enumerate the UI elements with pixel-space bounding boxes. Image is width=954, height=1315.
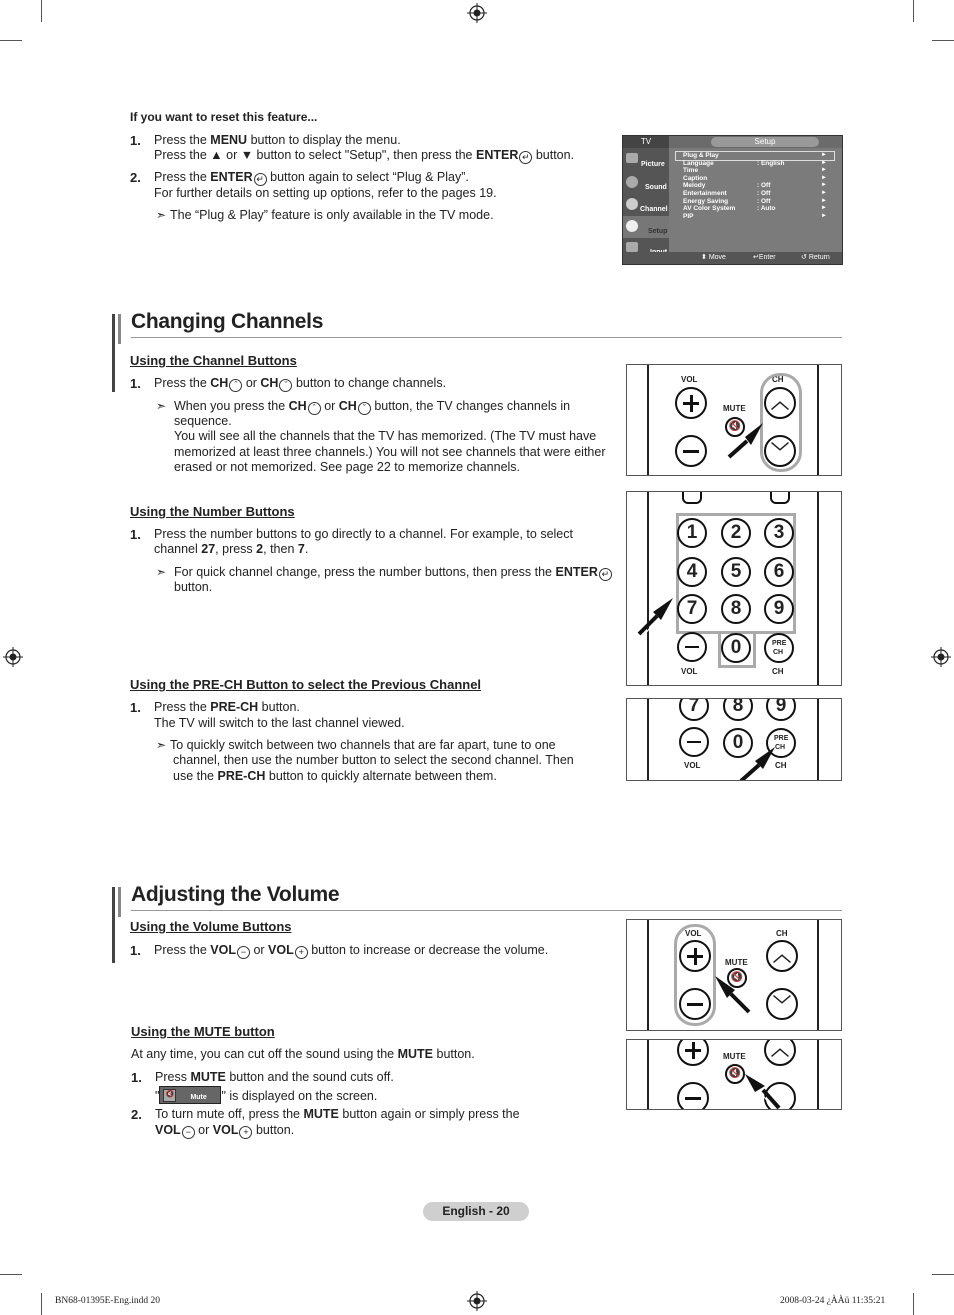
footer-move: ⬍ Move — [701, 254, 726, 261]
enter-icon: ↵ — [599, 568, 612, 581]
note-arrow-icon: ➣ — [156, 738, 167, 752]
title-bar — [118, 314, 121, 344]
menu-arrow-icon: ► — [821, 205, 827, 212]
tv-label: TV — [623, 136, 669, 148]
title-bar — [112, 314, 115, 392]
setup-menu-screenshot — [622, 135, 843, 265]
remote-mute-button-image — [626, 1039, 842, 1110]
title-rule — [131, 337, 842, 338]
vol-down-button — [677, 1082, 709, 1110]
menu-arrow-icon: ► — [821, 189, 827, 196]
mute-osd-image: 🔇 Mute — [159, 1086, 221, 1104]
vol-label: VOL — [685, 929, 702, 938]
digit-button: 8 — [723, 698, 753, 721]
remote-pre-ch-image — [626, 698, 842, 781]
mute-button: 🔇 — [725, 417, 745, 437]
vol-down-button — [679, 988, 711, 1020]
section-title: Changing Channels — [131, 310, 324, 333]
digit-button: 0 — [723, 728, 753, 758]
pointer-arrow-icon — [633, 598, 673, 636]
step-number: 1. — [130, 700, 141, 715]
ch-note-line1: When you press the CH ˆ or CH ˇ button, the TV changes channels in — [174, 399, 571, 413]
side-item: Sound — [645, 184, 667, 191]
menu-row-name: AV Color System — [683, 205, 736, 213]
sound-icon — [626, 176, 638, 188]
pointer-arrow-icon — [713, 976, 753, 1014]
mute-step1: Press MUTE button and the sound cuts off. — [155, 1070, 394, 1084]
digit-button: 0 — [721, 633, 751, 663]
footer-enter: ↵Enter — [753, 254, 776, 261]
num-step1-line1: Press the number buttons to go directly to a channel. For example, to select — [154, 527, 573, 541]
enter-icon: ↵ — [254, 173, 267, 186]
menu-arrow-icon: ► — [821, 167, 827, 174]
menu-row-name: Melody — [683, 182, 706, 190]
pre-ch-button: PRE CH — [766, 728, 796, 758]
menu-row — [683, 198, 833, 206]
picture-icon — [626, 153, 638, 163]
ch-label: CH — [776, 929, 788, 938]
pointer-arrow-icon — [745, 1074, 785, 1110]
side-item: Channel — [640, 206, 668, 213]
mute-label: MUTE — [723, 404, 746, 413]
subheading: Using the PRE-CH Button to select the Previous Channel — [130, 677, 482, 692]
ch-note-line3: You will see all the channels that the TV has memorized. (The TV must have — [174, 429, 597, 443]
reset-note: The “Plug & Play” feature is only available in the TV mode. — [170, 208, 494, 222]
ch-note-line5: erased or not memorized. See page 22 to memorize channels. — [174, 460, 521, 474]
prech-step1: Press the PRE-CH button. — [154, 700, 300, 714]
menu-row-value: : Off — [757, 189, 771, 197]
mute-step2: To turn mute off, press the MUTE button again or simply press the — [155, 1107, 520, 1121]
side-item: Setup — [648, 228, 668, 235]
page-number-badge: English - 20 — [423, 1202, 529, 1221]
menu-row — [683, 205, 833, 213]
mute-button: 🔇 — [725, 1064, 745, 1084]
setup-label: Setup — [711, 137, 819, 147]
setup-gear-icon — [626, 220, 638, 232]
registration-mark-icon — [931, 647, 951, 667]
step-number: 2. — [130, 170, 141, 185]
step-number: 1. — [130, 376, 141, 391]
prech-note-line3: use the PRE-CH button to quickly alternate between them. — [173, 769, 497, 783]
digit-button: 7 — [677, 594, 707, 624]
digit-button: 8 — [721, 594, 751, 624]
ch-down-button: ﹀ — [764, 435, 796, 467]
input-icon — [626, 242, 638, 252]
vol-label: VOL — [681, 667, 698, 676]
prech-step1-line2: The TV will switch to the last channel viewed. — [154, 716, 405, 730]
menu-row-name: Plug & Play — [683, 152, 719, 159]
step-number: 1. — [130, 133, 141, 148]
menu-row-name: Time — [683, 167, 699, 175]
registration-mark-icon — [467, 1291, 487, 1311]
prech-note-line2: channel, then use the number button to select the second channel. Then — [173, 753, 574, 767]
chevron-up-icon: ˆ — [229, 379, 242, 392]
mute-label: MUTE — [725, 958, 748, 967]
menu-arrow-icon: ► — [821, 182, 827, 189]
pointer-arrow-icon — [725, 423, 765, 459]
step-number: 2. — [131, 1107, 142, 1122]
digit-button: 4 — [677, 557, 707, 587]
remote-number-pad-image — [626, 491, 842, 686]
registration-mark-icon — [467, 3, 487, 23]
subheading: Using the MUTE button — [131, 1024, 275, 1039]
menu-row-value: : Auto — [757, 205, 776, 213]
title-bar — [118, 887, 121, 917]
ch-down-button: ﹀ — [766, 988, 798, 1020]
menu-arrow-icon: ► — [821, 152, 827, 158]
pre-ch-button: PRE CH — [764, 633, 794, 663]
reset-step2-line2: For further details on setting up options, refer to the pages 19. — [154, 186, 497, 200]
mute-button: 🔇 — [727, 968, 747, 988]
step-number: 1. — [130, 527, 141, 542]
menu-row-name: Language — [683, 159, 714, 167]
digit-button: 6 — [764, 557, 794, 587]
menu-row — [683, 213, 833, 221]
ch-note-line4: memorized at least three channels.) You will not see channels that were either — [174, 445, 606, 459]
menu-row — [683, 175, 833, 183]
menu-row-name: Energy Saving — [683, 197, 729, 205]
digit-button: 3 — [764, 518, 794, 548]
prech-note-line1: To quickly switch between two channels that are far apart, tune to one — [170, 738, 556, 752]
chevron-down-icon: ˇ — [279, 379, 292, 392]
menu-row — [683, 182, 833, 190]
digit-button: 1 — [677, 518, 707, 548]
menu-row — [683, 160, 833, 168]
digit-button: 7 — [679, 698, 709, 721]
side-item: Picture — [641, 161, 665, 168]
pointer-arrow-icon — [737, 747, 777, 781]
menu-row-name: Caption — [683, 174, 708, 182]
vol-up-button — [677, 1039, 709, 1066]
num-step1-line2: channel 27, press 2, then 7. — [154, 542, 309, 556]
remote-volume-buttons-image — [626, 919, 842, 1031]
chevron-up-icon: ˆ — [308, 402, 321, 415]
ch-up-button: ︿ — [764, 1039, 796, 1066]
vol-label: VOL — [681, 375, 698, 384]
ch-label: CH — [772, 375, 784, 384]
footer-return: ↺ Return — [801, 254, 830, 261]
step-number: 1. — [130, 943, 141, 958]
reset-step1-line2: Press the ▲ or ▼ button to select "Setup", then press the ENTER ↵ button. — [154, 148, 575, 162]
menu-arrow-icon: ► — [821, 159, 827, 166]
minus-icon: − — [237, 946, 250, 959]
step-number: 1. — [131, 1070, 142, 1085]
digit-button: 5 — [721, 557, 751, 587]
ch-label: CH — [772, 667, 784, 676]
registration-mark-icon — [3, 647, 23, 667]
remote-channel-buttons-image — [626, 364, 842, 476]
menu-row-value: : Off — [757, 182, 771, 190]
note-arrow-icon: ➣ — [156, 208, 167, 222]
print-date: 2008-03-24 ¿ÀÀü 11:35:21 — [780, 1296, 886, 1306]
note-arrow-icon: ➣ — [156, 399, 167, 413]
section-title: Adjusting the Volume — [131, 883, 340, 906]
digit-button: 9 — [766, 698, 796, 721]
mute-intro: At any time, you can cut off the sound using the MUTE button. — [131, 1047, 475, 1061]
mute-osd-icon: 🔇 — [163, 1089, 176, 1102]
menu-arrow-icon: ► — [821, 197, 827, 204]
reset-step1-line1: Press the MENU button to display the menu. — [154, 133, 401, 147]
enter-icon: ↵ — [519, 151, 532, 164]
subheading: Using the Number Buttons — [130, 504, 295, 519]
num-note-line2: button. — [174, 580, 213, 594]
plus-icon: + — [295, 946, 308, 959]
menu-row-value: : English — [757, 159, 785, 167]
note-arrow-icon: ➣ — [156, 565, 167, 579]
ch-label: CH — [775, 761, 787, 770]
vol-step1: Press the VOL − or VOL + button to increase or decrease the volume. — [154, 943, 549, 957]
mute-step2-line2: VOL − or VOL + button. — [155, 1123, 295, 1137]
dash-button — [679, 727, 709, 757]
ch-up-button: ︿ — [766, 940, 798, 972]
menu-row — [683, 167, 833, 175]
file-name: BN68-01395E-Eng.indd 20 — [55, 1296, 161, 1306]
digit-button: 9 — [764, 594, 794, 624]
menu-row — [683, 190, 833, 198]
subheading: Using the Channel Buttons — [130, 353, 297, 368]
mute-label: MUTE — [723, 1052, 746, 1061]
title-bar — [112, 887, 115, 963]
channel-icon — [626, 198, 638, 210]
menu-arrow-icon: ► — [821, 212, 827, 219]
menu-row — [683, 152, 833, 160]
ch-note-line2: sequence. — [174, 414, 232, 428]
title-rule — [131, 910, 842, 911]
vol-up-button — [679, 940, 711, 972]
num-note-line1: For quick channel change, press the number buttons, then press the ENTER ↵ — [174, 565, 612, 581]
menu-row-value: : Off — [757, 197, 771, 205]
vol-label: VOL — [684, 761, 701, 770]
reset-step2-line1: Press the ENTER ↵ button again to select “Plug & Play”. — [154, 170, 469, 184]
minus-icon: − — [182, 1126, 195, 1139]
subheading: Using the Volume Buttons — [130, 919, 292, 934]
ch-up-button: ︿ — [764, 387, 796, 419]
mute-step1-line2: " 🔇 Mute " is displayed on the screen. — [155, 1086, 377, 1105]
chevron-down-icon: ˇ — [358, 402, 371, 415]
vol-up-button — [675, 387, 707, 419]
menu-row-name: Entertainment — [683, 189, 727, 197]
plus-icon: + — [239, 1126, 252, 1139]
dash-button — [677, 632, 707, 662]
digit-button: 2 — [721, 518, 751, 548]
reset-heading: If you want to reset this feature... — [130, 110, 318, 124]
vol-down-button — [675, 435, 707, 467]
ch-step1: Press the CH ˆ or CH ˇ button to change channels. — [154, 376, 447, 390]
menu-row-name: PIP — [683, 212, 694, 220]
menu-arrow-icon: ► — [821, 174, 827, 181]
